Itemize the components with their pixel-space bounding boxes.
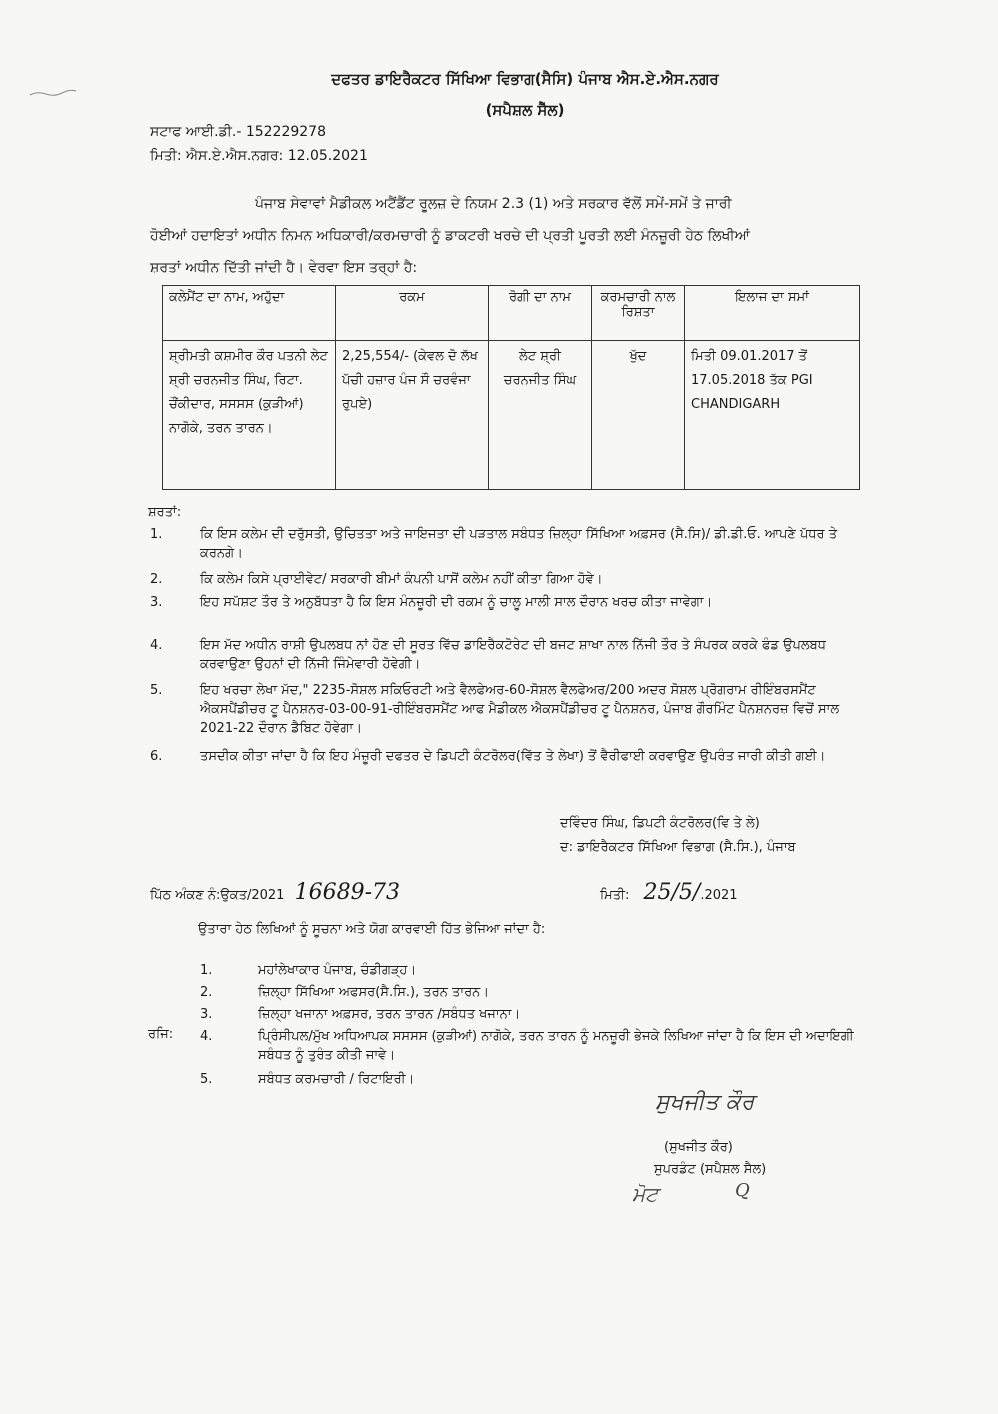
regd-label: ਰਜਿ: <box>148 1027 174 1042</box>
corner-mark <box>28 88 78 98</box>
signer-name: (ਸੁਖਜੀਤ ਕੌਰ) <box>664 1140 733 1155</box>
condition-item: 1. ਕਿ ਇਸ ਕਲੇਮ ਦੀ ਦਰੁੱਸਤੀ, ਉਚਿਤਤਾ ਅਤੇ ਜਾਇਜਤਾ ਦੀ ਪੜਤਾਲ ਸਬੰਧਤ ਜ਼ਿਲ੍ਹਾ ਸਿੱਖਿਆ ਅਫ਼ਸਰ (ਸੈ.ਸਿ)/ ਡੀ.ਡੀ.ਓ. ਆਪਣੇ ਪੱਧਰ ਤੇ ਕਰਨਗੇ। <box>150 527 838 561</box>
intro-line-3: ਸ਼ਰਤਾਂ ਅਧੀਨ ਦਿੱਤੀ ਜਾਂਦੀ ਹੈ। ਵੇਰਵਾ ਇਸ ਤਰ੍ਹਾਂ ਹੈ: <box>150 260 418 276</box>
cell-patient: ਲੇਟ ਸ਼੍ਰੀ ਚਰਨਜੀਤ ਸਿੰਘ <box>489 341 592 490</box>
condition-item: 4. ਇਸ ਮੱਦ ਅਧੀਨ ਰਾਸ਼ੀ ਉਪਲਬਧ ਨਾਂ ਹੋਣ ਦੀ ਸੂਰਤ ਵਿੱਚ ਡਾਇਰੈਕਟੋਰੇਟ ਦੀ ਬਜਟ ਸ਼ਾਖਾ ਨਾਲ ਨਿੱਜੀ ਤੌਰ ਤੇ ਸੰਪਰਕ ਕਰਕੇ ਫੰਡ ਉਪਲਬਧ ਕਰਵਾਉਣਾ ਉਹਨਾਂ ਦੀ ਨਿੱਜੀ ਜਿੰਮੇਵਾਰੀ ਹੋਵੇਗੀ। <box>150 638 826 672</box>
cell-treatment: ਮਿਤੀ 09.01.2017 ਤੋਂ 17.05.2018 ਤੱਕ PGI CHANDIGARH <box>685 341 860 490</box>
recipient-item: 4. ਪ੍ਰਿੰਸੀਪਲ/ਮੁੱਖ ਅਧਿਆਪਕ ਸਸਸਸ (ਕੁੜੀਆਂ) ਨਾਗੋਕੇ, ਤਰਨ ਤਾਰਨ ਨੂੰ ਮਨਜ਼ੂਰੀ ਭੇਜਕੇ ਲਿਖਿਆ ਜਾਂਦਾ ਹੈ ਕਿ ਇਸ ਦੀ ਅਦਾਇਗੀ ਸਬੰਧਤ ਨੂੰ ਤੁਰੰਤ ਕੀਤੀ ਜਾਵੇ। <box>200 1029 854 1063</box>
recipient-item: 3. ਜ਼ਿਲ੍ਹਾ ਖਜਾਨਾ ਅਫ਼ਸਰ, ਤਰਨ ਤਾਰਨ /ਸਬੰਧਤ ਖਜਾਨਾ। <box>200 1007 521 1022</box>
cell-amount: 2,25,554/- (ਕੇਵਲ ਦੋ ਲੱਖ ਪੱਚੀ ਹਜ਼ਾਰ ਪੰਜ ਸੌ ਚਰਵੰਜਾ ਰੁਪਏ) <box>336 341 489 490</box>
intro-line-1: ਪੰਜਾਬ ਸੇਵਾਵਾਂ ਮੈਡੀਕਲ ਅਟੈਂਡੈਂਟ ਰੂਲਜ਼ ਦੇ ਨਿਯਮ 2.3 (1) ਅਤੇ ਸਰਕਾਰ ਵੱਲੋਂ ਸਮੇਂ-ਸਮੇਂ ਤੇ ਜਾਰੀ <box>255 196 732 212</box>
col-patient: ਰੋਗੀ ਦਾ ਨਾਮ <box>489 286 592 341</box>
recipient-item: 5. ਸਬੰਧਤ ਕਰਮਚਾਰੀ / ਰਿਟਾਇਰੀ। <box>200 1072 415 1087</box>
table-header-row <box>163 286 860 341</box>
staff-id: ਸਟਾਫ ਆਈ.ਡੀ.- 152229278 <box>150 124 326 140</box>
condition-item: 2. ਕਿ ਕਲੇਮ ਕਿਸੇ ਪ੍ਰਾਈਵੇਟ/ ਸਰਕਾਰੀ ਬੀਮਾਂ ਕੰਪਨੀ ਪਾਸੋਂ ਕਲੇਮ ਨਹੀਂ ਕੀਤਾ ਗਿਆ ਹੋਵੇ। <box>150 572 603 587</box>
table-row <box>163 341 860 490</box>
handwritten-endorsement-no: 16689-73 <box>294 880 401 905</box>
signer-designation: ਸੁਪਰਡੰਟ (ਸਪੈਸ਼ਲ ਸੈਲ) <box>654 1162 767 1177</box>
col-claimant: ਕਲੇਮੈਂਟ ਦਾ ਨਾਮ, ਅਹੁੱਦਾ <box>163 286 336 341</box>
handwritten-date: 25/5/ <box>643 880 701 905</box>
col-relation: ਕਰਮਚਾਰੀ ਨਾਲ ਰਿਸ਼ਤਾ <box>592 286 685 341</box>
condition-item: 6. ਤਸਦੀਕ ਕੀਤਾ ਜਾਂਦਾ ਹੈ ਕਿ ਇਹ ਮੰਜ਼ੂਰੀ ਦਫਤਰ ਦੇ ਡਿਪਟੀ ਕੰਟਰੋਲਰ(ਵਿੱਤ ਤੇ ਲੇਖਾ) ਤੋਂ ਵੈਰੀਫਾਈ ਕਰਵਾਉਣ ਉਪਰੰਤ ਜਾਰੀ ਕੀਤੀ ਗਈ। <box>150 749 826 764</box>
cell-claimant: ਸ਼੍ਰੀਮਤੀ ਕਸ਼ਮੀਰ ਕੌਰ ਪਤਨੀ ਲੇਟ ਸ਼੍ਰੀ ਚਰਨਜੀਤ ਸਿੰਘ, ਰਿਟਾ. ਚੌਂਕੀਦਾਰ, ਸਸਸਸ (ਕੁੜੀਆਂ) ਨਾਗੋਕੇ, ਤਰਨ ਤਾਰਨ। <box>163 341 336 490</box>
condition-item: 3. ਇਹ ਸਪੱਸ਼ਟ ਤੌਰ ਤੇ ਅਨੁਬੱਧਤਾ ਹੈ ਕਿ ਇਸ ਮੰਨਜ਼ੂਰੀ ਦੀ ਰਕਮ ਨੂੰ ਚਾਲੂ ਮਾਲੀ ਸਾਲ ਦੌਰਾਨ ਖਰਚ ਕੀਤਾ ਜਾਵੇਗਾ। <box>150 595 713 610</box>
office-subheader: (ਸਪੈਸ਼ਲ ਸੈੱਲ) <box>485 101 565 119</box>
initials-mark: Q <box>735 1180 750 1201</box>
intro-paragraph <box>150 188 870 284</box>
office-header: ਦਫਤਰ ਡਾਇਰੈਕਟਰ ਸਿੱਖਿਆ ਵਿਭਾਗ(ਸੈਸਿ) ਪੰਜਾਬ ਐਸ.ਏ.ਐਸ.ਨਗਰ <box>331 70 719 88</box>
handwritten-signature: ਸੁਖਜੀਤ ਕੌਰ <box>655 1090 755 1115</box>
col-treatment: ਇਲਾਜ ਦਾ ਸਮਾਂ <box>685 286 860 341</box>
recipient-item: 1. ਮਹਾਂਲੇਖਾਕਾਰ ਪੰਜਾਬ, ਚੰਡੀਗੜ੍ਹ। <box>200 963 417 978</box>
issue-date: ਮਿਤੀ: ਐਸ.ਏ.ਐਸ.ਨਗਰ: 12.05.2021 <box>150 148 368 164</box>
recipient-item: 2. ਜ਼ਿਲ੍ਹਾ ਸਿੱਖਿਆ ਅਫਸਰ(ਸੈ.ਸਿ.), ਤਰਨ ਤਾਰਨ। <box>200 985 490 1000</box>
col-amount: ਰਕਮ <box>336 286 489 341</box>
forward-text: ਉਤਾਰਾ ਹੇਠ ਲਿਖਿਆਂ ਨੂੰ ਸੂਚਨਾ ਅਤੇ ਯੋਗ ਕਾਰਵਾਈ ਹਿੱਤ ਭੇਜਿਆ ਜਾਂਦਾ ਹੈ: <box>198 922 546 937</box>
intro-line-2: ਹੋਈਆਂ ਹਦਾਇਤਾਂ ਅਧੀਨ ਨਿਮਨ ਅਧਿਕਾਰੀ/ਕਰਮਚਾਰੀ ਨੂੰ ਡਾਕਟਰੀ ਖਰਚੇ ਦੀ ਪ੍ਰਤੀ ਪੂਰਤੀ ਲਈ ਮੰਨਜ਼ੂਰੀ ਹੇਠ ਲਿਖੀਆਂ <box>150 228 750 244</box>
cell-relation: ਖੁੱਦ <box>592 341 685 490</box>
conditions-title: ਸ਼ਰਤਾਂ: <box>148 505 182 520</box>
signatory-office: ਦ: ਡਾਇਰੈਕਟਰ ਸਿੱਖਿਆ ਵਿਭਾਗ (ਸੈ.ਸਿ.), ਪੰਜਾਬ <box>560 840 796 855</box>
condition-item: 5. ਇਹ ਖਰਚਾ ਲੇਖਾ ਮੱਦ," 2235-ਸੋਸ਼ਲ ਸਕਿਓਰਟੀ ਅਤੇ ਵੈਲਫੇਅਰ-60-ਸੋਸ਼ਲ ਵੈਲਫੇਅਰ/200 ਅਦਰ ਸੋਸ਼ਲ ਪ੍ਰੋਗਰਾਮ ਰੀਇੰਬਰਸਮੈਂਟ ਐਕਸਪੈਂਡੀਚਰ ਟੂ ਪੈਨਸ਼ਨਰ-03-00-91-ਰੀਇੰਬਰਸਮੈਂਟ ਆਫ ਮੈਡੀਕਲ ਐਕਸਪੈਂਡੀਚਰ ਟੂ ਪੈਨਸ਼ਨਰ, ਪੰਜਾਬ ਗੌਰਮਿੰਟ ਪੈਨਸ਼ਨਰਜ਼ ਵਿਚੋਂ ਸਾਲ 2021-22 ਦੌਰਾਨ ਡੈਬਿਟ ਹੋਵੇਗਾ। <box>150 683 840 736</box>
claim-table <box>162 285 860 490</box>
initials: ਮੋਟ <box>632 1182 658 1206</box>
signatory-name: ਦਵਿੰਦਰ ਸਿੰਘ, ਡਿਪਟੀ ਕੰਟਰੋਲਰ(ਵਿ ਤੇ ਲੇ) <box>560 816 760 831</box>
endorsement-number: ਪਿੱਠ ਅੰਕਣ ਨੰ:ਉਕਤ/2021 16689-73 <box>150 880 401 905</box>
endorsement-date: ਮਿਤੀ: 25/5/.2021 <box>600 880 738 905</box>
